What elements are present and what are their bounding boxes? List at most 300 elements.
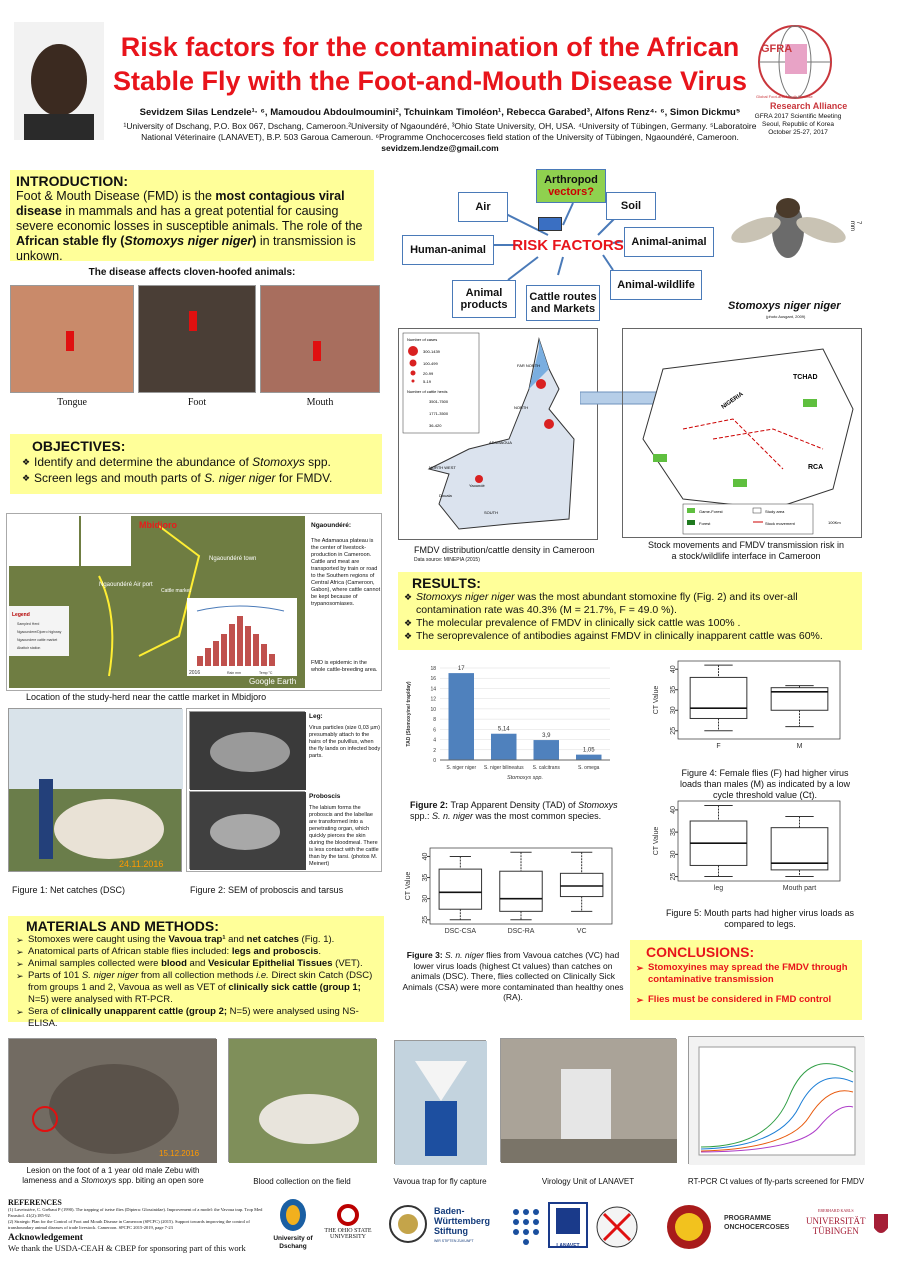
region-far-north: FAR NORTH	[517, 363, 541, 368]
box-category-label: leg	[713, 885, 724, 892]
tad-bar-chart	[400, 660, 620, 790]
sem-proboscis-image	[190, 792, 306, 870]
stock-movement-map	[622, 328, 862, 538]
box-y-tick: 40	[670, 805, 677, 814]
box-category-label: VC	[576, 928, 587, 935]
ngaoundere-seal-icon	[664, 1202, 714, 1252]
bar-data-label: 5,14	[497, 726, 510, 733]
fig3-cap-c: flies from Vavoua catches (VC) had lower virus loads (highest Ct values) than catches on animals (DSC). There, flies collected on Clinically Sick Animals (CSA) were more contaminated than healthy ones (RA).	[402, 950, 624, 1002]
osu-logo-icon	[337, 1204, 359, 1226]
ack-heading: Acknowledgement	[8, 1233, 83, 1243]
stable-fly-photo	[726, 170, 861, 290]
lanavet-label: LANAVET	[556, 1243, 580, 1249]
fig2-cap-d: spp.:	[410, 811, 433, 821]
lesion-label-tongue: Tongue	[57, 397, 87, 408]
rtpcr-caption: RT-PCR Ct values of fly-parts screened for FMDV	[687, 1177, 865, 1186]
fly-name: Stomoxys niger niger	[728, 300, 841, 312]
lesion-label-foot: Foot	[187, 397, 207, 408]
risk-prod-2: products	[460, 299, 508, 311]
net-catch-date: 24.11.2016	[119, 859, 164, 869]
foot-cap-2b: Stomoxys	[80, 1176, 117, 1185]
method-5	[16, 1006, 376, 1030]
objective-1	[22, 454, 370, 470]
box-y-tick: 30	[670, 706, 677, 715]
fig3-caption	[400, 950, 626, 1003]
stock-caption-1: Stock movements and FMDV transmission risk in	[647, 540, 845, 550]
foot-caption-1: Lesion on the foot of a 1 year old male Zebu with	[26, 1166, 200, 1175]
cameroon-map	[398, 328, 598, 540]
tuebingen-crest-icon	[872, 1212, 890, 1238]
risk-animal-animal: Animal-animal	[624, 227, 714, 257]
dschang-logo-icon	[278, 1198, 308, 1232]
map-legend-title: Legend	[12, 612, 30, 618]
legend-forest: Forest	[699, 521, 711, 526]
objective-2	[22, 470, 370, 486]
box-category-label: F	[716, 743, 721, 750]
m4d: i.e.	[256, 970, 269, 981]
conclusions-box	[630, 940, 862, 1020]
m2c: .	[318, 946, 322, 957]
m4e: Direct skin Catch (DSC) from groups 1 and 2, Vavoua as well as VET of	[28, 970, 373, 993]
fig4-caption: Figure 4: Female flies (F) had higher virus loads than males (M) as indicated by a low cycle threshold value (Ct).	[679, 768, 851, 800]
bar-y-tick: 12	[430, 696, 436, 703]
bar-y-tick: 4	[433, 737, 436, 744]
red-arrow-icon	[313, 341, 321, 361]
legend-study-area: Study area	[765, 509, 785, 514]
lesion-photos	[10, 283, 380, 413]
cameroon-map-caption: FMDV distribution/cattle density in Cameroon	[414, 545, 595, 555]
stock-map-svg	[623, 329, 863, 539]
box-y-tick: 40	[422, 852, 429, 861]
google-earth-label: Google Earth	[249, 677, 297, 686]
objectives-heading: OBJECTIVES:	[32, 438, 126, 454]
study-map-caption: Location of the study-herd near the cattle market in Mbidjoro	[26, 692, 267, 702]
map-legend-1: Sampled Herd	[17, 622, 40, 626]
lesion-label-mouth: Mouth	[306, 397, 334, 408]
stock-map-caption	[630, 540, 862, 562]
box-y-tick: 40	[670, 665, 677, 674]
reference-1: (1) Laveissière, C. Grébaut P (1990). The trapping of tsetse flies (Diptera: Glossinidae). Improvement of a model: the Vavoua trap. Trop Med Parasitol. 41(2):185-92.	[8, 1207, 263, 1218]
dschang-2: Dschang	[279, 1243, 307, 1250]
cases-4: 5-19	[423, 379, 432, 384]
bar	[576, 755, 602, 760]
box-category-label: M	[796, 743, 803, 750]
m1b: Vavoua trap¹	[168, 934, 226, 945]
sex-box-plot	[650, 655, 850, 755]
intro-bold-1: most contagious viral disease	[16, 189, 345, 218]
methods-heading: MATERIALS AND METHODS:	[26, 918, 219, 934]
m4c: from all collection methods	[138, 970, 257, 981]
label-nigeria: NIGERIA	[720, 391, 745, 411]
title-line-2: Stable Fly with the Foot-and-Mouth Disease Virus	[112, 66, 748, 96]
box-y-tick: 25	[670, 726, 677, 735]
m2a: Anatomical parts of African stable flies included:	[28, 946, 232, 957]
virology-unit-image	[501, 1039, 677, 1163]
herds-1: 3501-7500	[429, 399, 449, 404]
risk-route-1: Cattle routes	[529, 291, 597, 303]
net-catch-scene	[9, 709, 183, 873]
references	[8, 1198, 270, 1253]
map-scale: 100Km	[828, 520, 841, 525]
study-map-svg	[9, 516, 305, 688]
mouth-photo	[260, 285, 380, 393]
vavoua-trap-caption: Vavoua trap for fly capture	[393, 1177, 487, 1186]
foot-cap-2c: spp. biting an open sore	[116, 1176, 204, 1185]
ut-1: EBERHARD KARLS	[817, 1208, 854, 1213]
bw-3: Stiftung	[434, 1226, 468, 1236]
intro-text-3: in transmission is unkown.	[16, 234, 356, 263]
fig3-cap-a: Figure 3:	[406, 950, 446, 960]
results-box	[398, 572, 862, 650]
sem-tarsus-photo	[189, 711, 305, 789]
gfra-name: Research Alliance	[770, 101, 848, 111]
risk-arthropod-1: Arthropod	[544, 174, 598, 186]
sem-proboscis-photo	[189, 791, 305, 869]
ut-2: UNIVERSITÄT	[806, 1216, 866, 1226]
map-legend-4: Abattoir station	[17, 646, 41, 650]
intro-bold-2: African stable fly (	[16, 234, 125, 248]
box-y-tick: 25	[422, 915, 429, 924]
svg-text:Mbidjoro: Mbidjoro	[139, 520, 177, 530]
herds-3: 36-420	[429, 423, 442, 428]
risk-arthropod	[536, 169, 606, 203]
defense-seal-icon	[388, 1204, 428, 1244]
sem-leg-title: Leg:	[309, 713, 323, 720]
m4g: N=5) were analysed with RT-PCR.	[28, 994, 173, 1005]
bw-1: Baden-	[434, 1206, 465, 1216]
m1c: and	[225, 934, 247, 945]
result-3: ❖ The seroprevalence of antibodies against FMDV in clinically inapparent cattle was 60%.	[404, 630, 856, 643]
m3b: blood	[161, 958, 187, 969]
bar-category-label: S. calcitrans	[532, 765, 560, 771]
risk-human-animal: Human-animal	[402, 235, 494, 265]
climate-temp: Temp °C	[259, 671, 273, 675]
bar-y-tick: 0	[433, 758, 436, 764]
m3d: Vesicular Epithelial Tissues	[208, 958, 333, 969]
gfra-logo	[755, 22, 835, 102]
m5c: N=5) were analysed using NS-ELISA.	[28, 1006, 359, 1029]
fig2-caption	[410, 800, 638, 822]
foot-lesion-caption	[8, 1166, 218, 1186]
logo-bw-stiftung	[434, 1206, 490, 1246]
intro-text-2: in mammals and has a great potential for causing severe economic losses in susceptible animals. The role of the	[16, 204, 363, 233]
foot-cap-2a: lameness and a	[22, 1176, 81, 1185]
legend-stock-movement: Stock movement	[765, 521, 795, 526]
study-map-panel	[6, 513, 382, 691]
bar	[449, 673, 475, 760]
box	[560, 873, 602, 896]
bar-y-tick: 6	[433, 727, 436, 734]
m1e: (Fig. 1).	[298, 934, 335, 945]
fig2-cap-e: S. n. niger	[432, 811, 474, 821]
m4a: Parts of 101	[28, 970, 82, 981]
cases-1: 300-1439	[423, 349, 440, 354]
vavoua-trap-image	[395, 1041, 487, 1165]
climate-year: 2016	[189, 670, 201, 676]
sem-panel	[186, 708, 382, 872]
bar-y-tick: 10	[430, 706, 436, 713]
ut-3: TÜBINGEN	[812, 1226, 859, 1236]
box	[500, 871, 542, 911]
bar	[534, 740, 560, 760]
bar-category-label: S. omega	[578, 765, 600, 771]
part-box-plot	[650, 795, 850, 895]
methods-box	[8, 916, 384, 1029]
fly-scale: 7 mm	[848, 221, 861, 232]
dschang-1: University of	[273, 1235, 313, 1242]
bw-2: Württemberg	[434, 1216, 490, 1226]
introduction-text	[16, 189, 368, 264]
po-1: PROGRAMME	[724, 1215, 772, 1222]
risk-animal-wildlife: Animal-wildlife	[610, 270, 702, 300]
risk-factors-diagram	[398, 165, 718, 325]
herds-legend: Number of cattle herds	[407, 389, 448, 394]
objective-2-end: for FMDV.	[275, 471, 333, 485]
ack-text: We thank the USDA-CEAH & CBEP for sponsoring part of this work	[8, 1243, 246, 1253]
bar-y-label: TAD (Stomoxyine/ trap/day)	[406, 681, 412, 747]
affiliations	[110, 121, 770, 154]
fly-credit: (photo Ausgant, 2009)	[766, 314, 806, 319]
map-market-label: Cattle market	[161, 588, 191, 594]
label-tchad: TCHAD	[793, 374, 818, 381]
m4b: S. niger niger	[81, 970, 139, 981]
bar-category-label: S. niger bilineatus	[483, 765, 524, 771]
introduction-heading: INTRODUCTION:	[16, 173, 128, 189]
ngaoundere-title: Ngaoundéré:	[311, 522, 352, 529]
tongue-photo	[10, 285, 134, 393]
gfra-label: GFRA	[761, 43, 793, 55]
box-category-label: DSC-RA	[507, 928, 535, 935]
herds-2: 1771-3500	[429, 411, 449, 416]
title-line-1: Risk factors for the contamination of the African	[120, 32, 740, 62]
objectives-box	[10, 434, 382, 494]
sem-leg-text: Virus particles (size 0,03 µm) presumably attach to the hairs of the pulvillus, when the fly lands on infected body parts.	[309, 725, 381, 759]
box-category-label: Mouth part	[782, 885, 817, 892]
town-yaounde: Yaoundé	[469, 483, 485, 488]
virology-unit-caption: Virology Unit of LANAVET	[541, 1177, 635, 1186]
fig2-cap-f: was the most common species.	[473, 811, 602, 821]
m2b: legs and proboscis	[231, 946, 319, 957]
box	[690, 677, 747, 718]
foot-caption-2	[8, 1176, 218, 1186]
box	[439, 869, 481, 909]
bar-data-label: 17	[457, 666, 465, 673]
po-2: ONCHOCERCOSES	[724, 1224, 790, 1231]
disease-subheading: The disease affects cloven-hoofed animals:	[88, 267, 296, 278]
rtpcr-photo	[688, 1036, 864, 1164]
red-arrow-icon	[189, 311, 197, 331]
map-town-label: Ngaoundéré town	[209, 556, 257, 562]
town-douala: Douala	[439, 493, 452, 498]
bar-category-label: S. niger niger	[446, 765, 477, 771]
region-north: NORTH	[514, 405, 529, 410]
cases-3: 20-99	[423, 371, 434, 376]
map-legend-2: Ngaoundere/Djoero highway	[17, 630, 62, 634]
sem-tarsus-image	[190, 712, 306, 790]
cameroon-map-source: Data source: MINEPIA (2015)	[414, 557, 480, 563]
sem-proboscis-title: Proboscis	[309, 793, 341, 800]
m4f: clinically sick cattle (group 1;	[228, 982, 361, 993]
logo-onchocercoses	[724, 1214, 789, 1232]
region-north-west: NORTH WEST	[429, 465, 456, 470]
method-1	[16, 934, 376, 946]
box-y-tick: 30	[422, 894, 429, 903]
vavoua-trap-photo	[394, 1040, 486, 1164]
foot-photo	[138, 285, 256, 393]
affiliation-line-1: ¹University of Dschang, P.O. Box 067, Dschang, Cameroon.²University of Ngaoundéré, ³Ohio State University, OH, USA. ⁴University of Tübingen, Germany. ⁵Laboratoire	[123, 121, 757, 131]
m3a: Animal samples collected were	[28, 958, 162, 969]
dots-logo-icon	[508, 1204, 544, 1252]
objective-1-text: Identify and determine the abundance of	[34, 455, 253, 469]
box-y-label: CT Value	[405, 871, 412, 901]
introduction-box	[10, 170, 374, 261]
reference-2: (2) Strategic Plan for the Control of Foot and Mouth Disease in Cameroon (SPCFC) (2015). Support towards improving the control of transboundary animal diseases of trade livestock. Cameroon. SPCFC 2015-2019, page 7-23	[8, 1219, 250, 1230]
sem-proboscis-text: The labium forms the proboscis and the labellae are transformed into a penetrating organ, which quickly pierces the skin during the bloodmeal. There is less contact with the cattle than by the tarsi. (photos M. Meinert)	[309, 805, 379, 867]
osu-1: THE OHIO STATE	[324, 1228, 372, 1234]
box-y-tick: 35	[422, 873, 429, 882]
conclusion-2: ➢ Flies must be considered in FMD control	[636, 994, 856, 1006]
osu-2: UNIVERSITY	[330, 1234, 366, 1240]
fig2-cap-b: Trap Apparent Density (TAD) of	[450, 800, 579, 810]
box-y-tick: 35	[670, 828, 677, 837]
box-category-label: DSC-CSA	[444, 928, 477, 935]
virus-icon	[538, 217, 562, 231]
m3e: (VET).	[332, 958, 363, 969]
bar-y-tick: 2	[433, 747, 436, 754]
sem-caption: Figure 2: SEM of proboscis and tarsus	[190, 885, 344, 895]
method-3	[16, 958, 376, 970]
affiliation-line-2: National Véterinaire (LANAVET), B.P. 503 Garoua Cameroun. ⁶Programme Onchocercoses field station of the University of Tübingen, Ngaoundéré, Cameroon.	[141, 132, 739, 142]
poster-title	[110, 30, 750, 98]
virology-unit-photo	[500, 1038, 676, 1162]
cases-2: 100-499	[423, 361, 438, 366]
method-4	[16, 970, 376, 1006]
climate-rain: Rain mm	[227, 671, 242, 675]
logo-tuebingen	[806, 1206, 866, 1236]
objective-1-end: spp.	[304, 455, 331, 469]
risk-route-2: and Markets	[530, 303, 596, 315]
objective-2-text: Screen legs and mouth parts of	[34, 471, 205, 485]
results-heading: RESULTS:	[412, 575, 481, 591]
m5a: Sera of	[28, 1006, 62, 1017]
box-y-label: CT Value	[653, 826, 660, 856]
net-catch-photo	[8, 708, 182, 872]
risk-center: RISK FACTORS	[512, 237, 624, 254]
bar	[491, 734, 517, 760]
foot-lesion-photo	[8, 1038, 216, 1162]
gfra-meeting	[752, 113, 844, 137]
author-photo	[14, 22, 104, 140]
lanavet-logo-icon	[550, 1204, 586, 1238]
m5b: clinically unapparent cattle (group 2;	[61, 1006, 228, 1017]
cameroon-map-svg	[399, 329, 599, 541]
cases-legend: Number of cases	[407, 337, 438, 342]
gfra-sub: Global Foot-and-Mouth Disease	[756, 94, 813, 99]
bar-data-label: 1,05	[582, 747, 595, 754]
box-y-tick: 30	[670, 850, 677, 859]
meeting-line-3: October 25-27, 2017	[768, 129, 828, 136]
stock-caption-2: a stock/wildlife interface in Cameroon	[671, 551, 821, 561]
conclusion-1: ➢ Stomoxyines may spread the FMDV through contaminative transmission	[636, 962, 856, 986]
contact-email: sevidzem.lendze@gmail.com	[381, 143, 499, 153]
method-2	[16, 946, 376, 958]
box-y-label: CT Value	[653, 685, 660, 715]
blood-collection-image	[229, 1039, 377, 1163]
rtpcr-curves-image	[689, 1037, 865, 1165]
intro-text-1: Foot & Mouth Disease (FMD) is the	[16, 189, 216, 203]
bw-4: WIR STIFTEN ZUKUNFT	[434, 1239, 474, 1243]
m1d: net catches	[246, 934, 299, 945]
logo-dschang	[270, 1198, 316, 1251]
gfra-globe-icon	[755, 22, 835, 102]
fig1-caption: Figure 1: Net catches (DSC)	[12, 885, 126, 895]
region-south: SOUTH	[484, 510, 498, 515]
authors: Sevidzem Silas Lendzele¹· ⁶, Mamoudou Abdoulmoumini², Tchuinkam Timoléon¹, Rebecca Garabed³, Alfons Renz⁴· ⁶, Simon Dickmu⁵	[139, 107, 741, 118]
risk-animal-products	[452, 280, 516, 318]
red-arrow-icon	[66, 331, 74, 351]
blood-collection-caption: Blood collection on the field	[253, 1177, 351, 1186]
m3c: and	[186, 958, 209, 969]
bar-data-label: 3,9	[542, 733, 551, 740]
legend-game-forest: Game-Forest	[699, 509, 723, 514]
result-2: ❖ The molecular prevalence of FMDV in clinically sick cattle was 100% .	[404, 617, 856, 630]
blood-collection-photo	[228, 1038, 376, 1162]
bar-y-tick: 18	[430, 666, 436, 672]
bar-y-tick: 16	[430, 676, 436, 683]
foot-lesion-image	[9, 1039, 217, 1163]
intro-bold-3: )	[252, 234, 257, 248]
result-1-text: was the most abundant stomoxine fly (Fig. 2) and its over-all contamination rate was 40.3% (M = 21.7%, F = 49.0 %).	[416, 591, 798, 616]
risk-cattle-routes	[526, 285, 600, 321]
ngaoundere-text: The Adamaoua plateau is the center of livestock-production in Cameroon. Cattle and meat are transported by train or road to the Southern regions of Central Africa (Cameroon, Gabon), where cattle cannot be kept because of trypanosomiases.	[311, 538, 381, 607]
fig2-cap-a: Figure 2:	[410, 800, 451, 810]
region-adamaoua: ADAMAOUA	[489, 440, 512, 445]
catch-box-plot	[402, 840, 622, 940]
box-y-tick: 35	[670, 685, 677, 694]
result-1	[404, 591, 856, 617]
meeting-line-1: GFRA 2017 Scientific Meeting	[754, 113, 842, 120]
result-1-species: Stomoxys niger niger	[416, 591, 515, 603]
fig5-caption: Figure 5: Mouth parts had higher virus loads as compared to legs.	[665, 908, 855, 929]
risk-prod-1: Animal	[465, 287, 503, 299]
bar-y-tick: 14	[430, 686, 436, 693]
box-y-tick: 25	[670, 872, 677, 881]
m1a: Stomoxes were caught using the	[28, 934, 169, 945]
map-airport-label: Ngaoundéré Air port	[99, 582, 153, 588]
risk-air: Air	[458, 192, 508, 222]
fig2-cap-c: Stomoxys	[578, 800, 618, 810]
map-legend-3: Ngaoundere cattle market	[17, 638, 58, 642]
ngaoundere-text-2: FMD is epidemic in the whole cattle-breeding area.	[311, 660, 378, 673]
logo-osu	[318, 1204, 378, 1240]
fly-image	[726, 170, 858, 290]
satellite-map	[9, 516, 305, 688]
logo-lanavet	[548, 1202, 588, 1248]
bar-y-tick: 8	[433, 717, 436, 724]
conclusions-heading: CONCLUSIONS:	[646, 944, 755, 960]
references-heading: REFERENCES	[8, 1198, 62, 1207]
fig3-cap-b: S. n. niger	[445, 950, 484, 960]
author-portrait	[14, 22, 104, 140]
risk-soil: Soil	[606, 192, 656, 220]
minepia-logo-icon	[594, 1204, 640, 1250]
objective-1-italic: Stomoxys	[252, 455, 305, 469]
meeting-line-2: Seoul, Republic of Korea	[762, 121, 834, 128]
intro-species: Stomoxys niger niger	[124, 234, 253, 248]
label-rca: RCA	[808, 464, 824, 471]
bar-x-label: Stomoxys spp.	[506, 775, 544, 781]
foot-lesion-date: 15.12.2016	[159, 1149, 200, 1158]
